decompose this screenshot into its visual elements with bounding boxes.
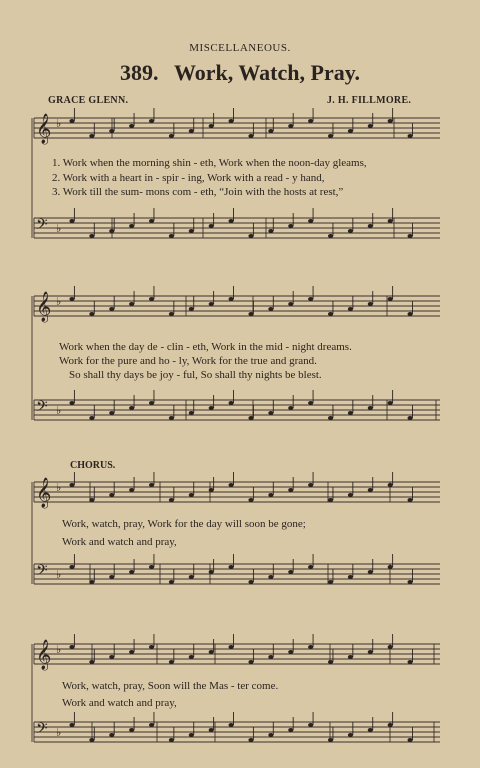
note-head — [189, 307, 194, 311]
note-head — [308, 401, 313, 405]
flat-key-icon: ♭ — [56, 568, 62, 581]
note-head — [408, 416, 413, 420]
note-head — [348, 229, 353, 233]
treble-clef-icon: 𝄞 — [36, 114, 52, 144]
note-head — [348, 129, 353, 133]
note-head — [288, 570, 293, 574]
note-head — [69, 297, 74, 301]
note-head — [109, 493, 114, 497]
note-head — [248, 312, 253, 316]
note-head — [248, 416, 253, 420]
note-head — [268, 307, 273, 311]
composer-credit: J. H. FILLMORE. — [327, 95, 412, 106]
hymn-number: 389. — [120, 60, 159, 85]
note-head — [268, 575, 273, 579]
note-head — [328, 498, 333, 502]
note-head — [328, 738, 333, 742]
note-head — [408, 580, 413, 584]
lyric-verse-1-line-2: Work when the day de - clin - eth, Work in the mid - night dreams. — [59, 341, 352, 353]
note-head — [129, 302, 134, 306]
note-head — [348, 411, 353, 415]
note-head — [189, 655, 194, 659]
note-head — [229, 219, 234, 223]
note-head — [268, 411, 273, 415]
note-head — [268, 493, 273, 497]
flat-key-icon: ♭ — [56, 222, 62, 235]
note-head — [248, 738, 253, 742]
note-head — [368, 302, 373, 306]
note-head — [308, 119, 313, 123]
note-head — [308, 483, 313, 487]
bass-clef-icon: 𝄢 — [36, 398, 48, 419]
treble-clef-icon: 𝄞 — [36, 640, 52, 670]
note-head — [248, 498, 253, 502]
note-head — [288, 728, 293, 732]
note-head — [89, 234, 94, 238]
note-head — [209, 728, 214, 732]
lyric-verse-1-line-1: 1. Work when the morning shin - eth, Work when the noon-day gleams, — [52, 157, 367, 169]
note-head — [348, 493, 353, 497]
note-head — [149, 645, 154, 649]
note-head — [69, 723, 74, 727]
flat-key-icon: ♭ — [56, 726, 62, 739]
note-head — [69, 645, 74, 649]
note-head — [408, 660, 413, 664]
note-head — [129, 570, 134, 574]
note-head — [169, 134, 174, 138]
note-head — [209, 124, 214, 128]
bass-clef-icon: 𝄢 — [36, 216, 48, 237]
note-head — [248, 234, 253, 238]
lyric-verse-3-line-1: 3. Work till the sum- mons com - eth, “Join with the hosts at rest,” — [52, 186, 344, 198]
note-head — [388, 723, 393, 727]
note-head — [149, 119, 154, 123]
note-head — [268, 129, 273, 133]
note-head — [89, 134, 94, 138]
note-head — [408, 134, 413, 138]
note-head — [348, 733, 353, 737]
note-head — [209, 224, 214, 228]
note-head — [368, 650, 373, 654]
note-head — [169, 738, 174, 742]
note-head — [189, 411, 194, 415]
note-head — [229, 565, 234, 569]
note-head — [408, 312, 413, 316]
note-head — [189, 493, 194, 497]
note-head — [348, 575, 353, 579]
note-head — [288, 124, 293, 128]
note-head — [288, 650, 293, 654]
note-head — [328, 134, 333, 138]
note-head — [288, 488, 293, 492]
note-head — [388, 565, 393, 569]
note-head — [348, 655, 353, 659]
note-head — [268, 229, 273, 233]
lyric-verse-3-line-2: So shall thy days be joy - ful, So shall thy nights be blest. — [69, 369, 322, 381]
note-head — [69, 483, 74, 487]
note-head — [388, 119, 393, 123]
chorus-lyric-line-2: Work, watch, pray, Soon will the Mas - ter come. — [62, 680, 279, 692]
note-head — [268, 655, 273, 659]
flat-key-icon: ♭ — [56, 404, 62, 417]
note-head — [149, 401, 154, 405]
note-head — [408, 738, 413, 742]
note-head — [388, 645, 393, 649]
note-head — [308, 723, 313, 727]
note-head — [169, 660, 174, 664]
note-head — [229, 483, 234, 487]
note-head — [109, 655, 114, 659]
note-head — [288, 224, 293, 228]
note-head — [89, 738, 94, 742]
lyric-verse-2-line-2: Work for the pure and ho - ly, Work for the true and grand. — [59, 355, 317, 367]
note-head — [308, 219, 313, 223]
note-head — [248, 660, 253, 664]
note-head — [189, 733, 194, 737]
note-head — [69, 401, 74, 405]
note-head — [69, 119, 74, 123]
note-head — [169, 498, 174, 502]
note-head — [169, 234, 174, 238]
chorus-bass-lyric-line-2: Work and watch and pray, — [62, 697, 177, 709]
note-head — [89, 660, 94, 664]
treble-clef-icon: 𝄞 — [36, 292, 52, 322]
note-head — [109, 411, 114, 415]
note-head — [109, 229, 114, 233]
hymn-title: Work, Watch, Pray. — [174, 60, 360, 85]
note-head — [328, 580, 333, 584]
note-head — [368, 124, 373, 128]
note-head — [109, 307, 114, 311]
treble-clef-icon: 𝄞 — [36, 478, 52, 508]
flat-key-icon: ♭ — [56, 643, 62, 656]
note-head — [229, 723, 234, 727]
note-head — [328, 416, 333, 420]
note-head — [89, 498, 94, 502]
note-head — [149, 723, 154, 727]
note-head — [209, 488, 214, 492]
note-head — [368, 488, 373, 492]
note-head — [129, 124, 134, 128]
note-head — [328, 660, 333, 664]
note-head — [248, 134, 253, 138]
note-head — [368, 224, 373, 228]
note-head — [109, 129, 114, 133]
note-head — [69, 565, 74, 569]
note-head — [149, 297, 154, 301]
note-head — [288, 302, 293, 306]
note-head — [89, 416, 94, 420]
chorus-label: CHORUS. — [70, 460, 116, 471]
bass-clef-icon: 𝄢 — [36, 720, 48, 741]
chorus-bass-lyric-line-1: Work and watch and pray, — [62, 536, 177, 548]
lyricist-credit: GRACE GLENN. — [48, 95, 129, 106]
note-head — [209, 650, 214, 654]
flat-key-icon: ♭ — [56, 117, 62, 130]
note-head — [388, 219, 393, 223]
note-head — [209, 302, 214, 306]
note-head — [189, 229, 194, 233]
note-head — [169, 312, 174, 316]
note-head — [229, 645, 234, 649]
note-head — [169, 416, 174, 420]
note-head — [388, 483, 393, 487]
note-head — [368, 406, 373, 410]
note-head — [69, 219, 74, 223]
chorus-lyric-line-1: Work, watch, pray, Work for the day will soon be gone; — [62, 518, 306, 530]
note-head — [368, 728, 373, 732]
note-head — [149, 483, 154, 487]
note-head — [229, 401, 234, 405]
note-head — [189, 129, 194, 133]
note-head — [109, 733, 114, 737]
section-heading: MISCELLANEOUS. — [189, 42, 291, 54]
bass-clef-icon: 𝄢 — [36, 562, 48, 583]
note-head — [229, 297, 234, 301]
note-head — [89, 312, 94, 316]
note-head — [89, 580, 94, 584]
note-head — [408, 498, 413, 502]
note-head — [189, 575, 194, 579]
note-head — [328, 312, 333, 316]
note-head — [388, 297, 393, 301]
note-head — [229, 119, 234, 123]
note-head — [308, 565, 313, 569]
note-head — [348, 307, 353, 311]
note-head — [308, 297, 313, 301]
note-head — [109, 575, 114, 579]
note-head — [408, 234, 413, 238]
note-head — [248, 580, 253, 584]
note-head — [288, 406, 293, 410]
note-head — [129, 650, 134, 654]
flat-key-icon: ♭ — [56, 481, 62, 494]
note-head — [149, 565, 154, 569]
flat-key-icon: ♭ — [56, 295, 62, 308]
note-head — [209, 406, 214, 410]
note-head — [149, 219, 154, 223]
note-head — [209, 570, 214, 574]
note-head — [328, 234, 333, 238]
lyric-verse-2-line-1: 2. Work with a heart in - spir - ing, Work with a read - y hand, — [52, 172, 325, 184]
note-head — [169, 580, 174, 584]
note-head — [129, 224, 134, 228]
note-head — [368, 570, 373, 574]
note-head — [129, 488, 134, 492]
note-head — [129, 406, 134, 410]
note-head — [308, 645, 313, 649]
note-head — [268, 733, 273, 737]
note-head — [388, 401, 393, 405]
note-head — [129, 728, 134, 732]
